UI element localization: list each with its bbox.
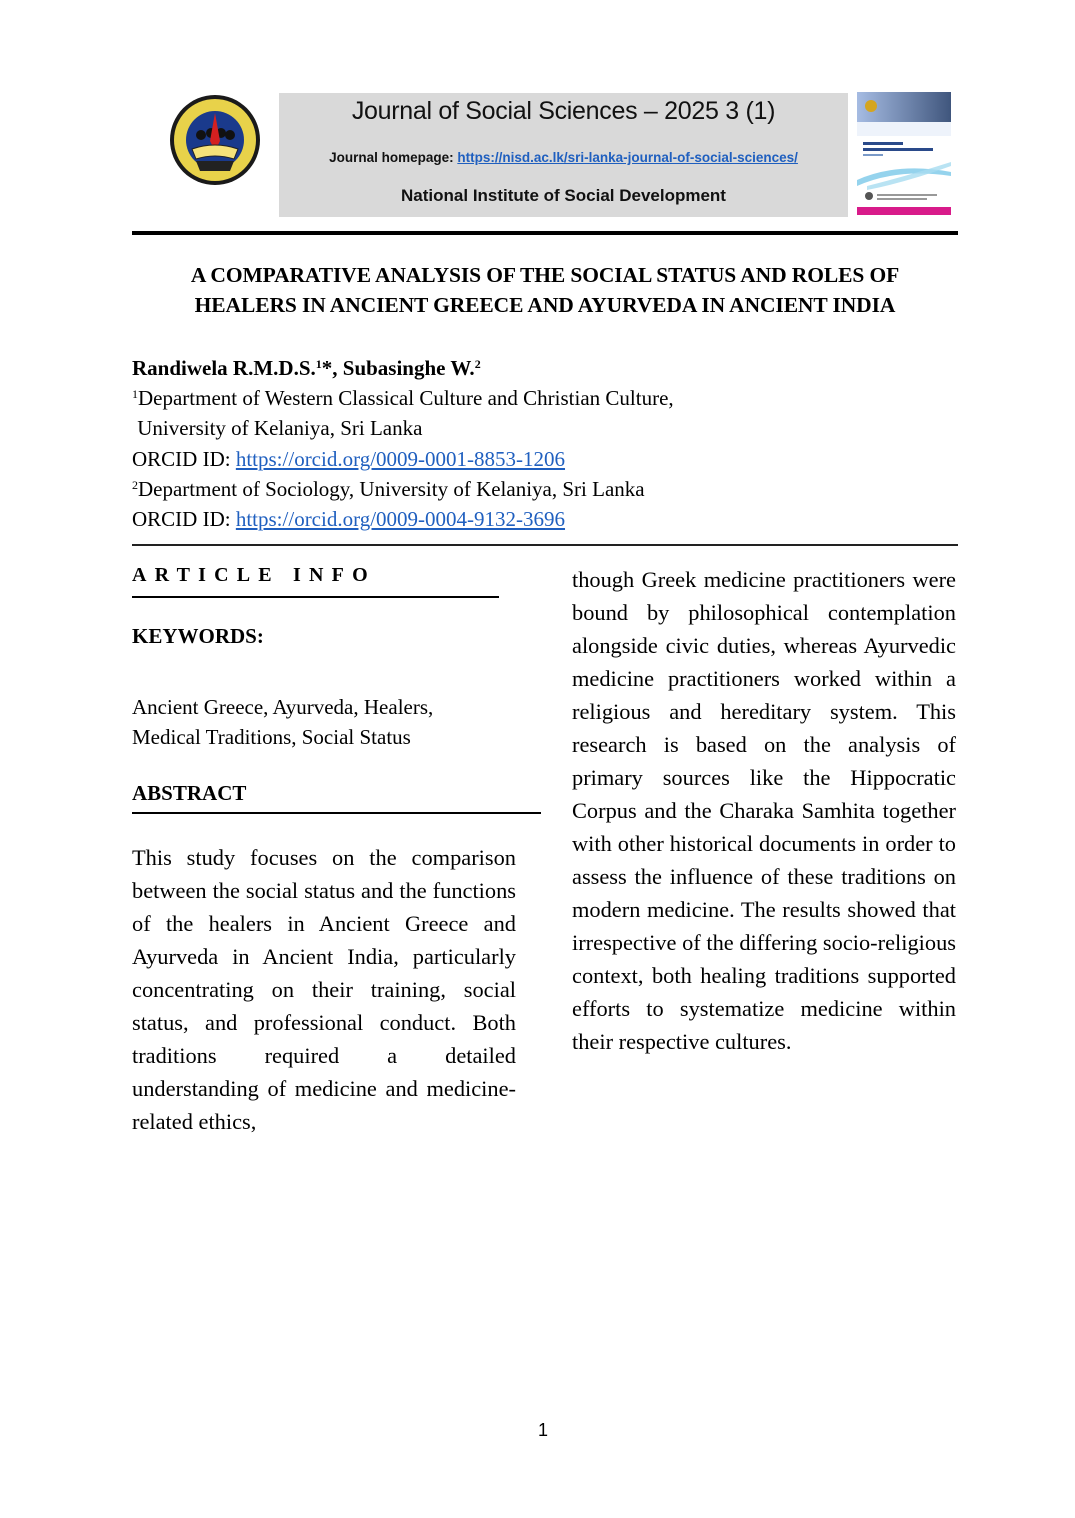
- affiliation-text: Department of Western Classical Culture and Christian Culture,: [138, 386, 674, 411]
- author-name: Subasinghe W.: [342, 356, 475, 380]
- abstract-column-left: [132, 841, 516, 1138]
- orcid-link[interactable]: https://orcid.org/0009-0001-8853-1206: [235, 446, 566, 471]
- affiliation-marker: 2: [132, 477, 138, 492]
- corresponding-marker: *,: [321, 356, 343, 380]
- homepage-link[interactable]: https://nisd.ac.lk/sri-lanka-journal-of-social-sciences/: [457, 150, 798, 165]
- orcid-label: ORCID ID:: [132, 507, 236, 532]
- affiliation-line: [132, 474, 674, 504]
- orcid-line: [132, 504, 674, 534]
- page-number: 1: [537, 1420, 548, 1440]
- article-title-line: HEALERS IN ANCIENT GREECE AND AYURVEDA IN ANCIENT INDIA: [194, 293, 896, 317]
- journal-title: Journal of Social Sciences – 2025 3 (1): [351, 97, 776, 125]
- abstract-heading: ABSTRACT: [132, 781, 247, 805]
- homepage-label: Journal homepage:: [329, 150, 458, 165]
- affiliation-marker: 1: [132, 387, 138, 402]
- orcid-line: [132, 444, 674, 474]
- affiliation-marker: 1: [315, 357, 322, 371]
- header-divider: [132, 231, 958, 235]
- abstract-divider: [132, 812, 541, 814]
- keywords-line: Medical Traditions, Social Status: [132, 725, 411, 749]
- journal-homepage: [279, 150, 848, 165]
- abstract-text: This study focuses on the comparison between the social status and the functions of the healers in Ancient Greece and Ayurveda in Ancient India, particularly concentrating on their training, social status, and professional conduct. Both traditions required a detailed understanding of medicine and medicine-related ethics,: [132, 845, 516, 1134]
- affiliation-text: Department of Sociology, University of Kelaniya, Sri Lanka: [138, 476, 645, 501]
- author-name: Randiwela R.M.D.S.: [132, 356, 316, 380]
- article-info-divider: [132, 596, 499, 598]
- affiliation-line: University of Kelaniya, Sri Lanka: [132, 416, 423, 441]
- authors-divider: [132, 544, 958, 546]
- author-names: [132, 353, 674, 383]
- article-info-heading: ARTICLE INFO: [132, 564, 376, 586]
- abstract-text: though Greek medicine practitioners were bound by philosophical contemplation alongside civic duties, whereas Ayurvedic medicine practitioners worked within a religious and hereditary system. This research is based on the analysis of primary sources like the Hippocratic Corpus and the Charaka Samhita together with other historical documents in order to assess the influence of these traditions on modern medicine. The results showed that irrespective of the differing socio-religious context, both healing traditions supported efforts to systematize medicine within their respective cultures.: [572, 567, 956, 1054]
- journal-banner: [279, 93, 848, 217]
- journal-cover-icon: [857, 92, 951, 215]
- institution-name: National Institute of Social Development: [401, 186, 726, 205]
- orcid-link[interactable]: https://orcid.org/0009-0004-9132-3696: [235, 507, 566, 532]
- affiliation-line: [132, 383, 674, 413]
- keywords-list: [132, 692, 512, 752]
- author-block: [132, 353, 674, 534]
- abstract-column-right: [572, 563, 956, 1058]
- orcid-label: ORCID ID:: [132, 446, 236, 471]
- article-title-line: A COMPARATIVE ANALYSIS OF THE SOCIAL STATUS AND ROLES OF: [190, 263, 900, 287]
- article-title: [132, 260, 958, 320]
- keywords-line: Ancient Greece, Ayurveda, Healers,: [132, 695, 434, 719]
- nisd-logo-icon: [168, 93, 262, 187]
- affiliation-marker: 2: [474, 357, 481, 371]
- keywords-heading: KEYWORDS:: [132, 624, 264, 648]
